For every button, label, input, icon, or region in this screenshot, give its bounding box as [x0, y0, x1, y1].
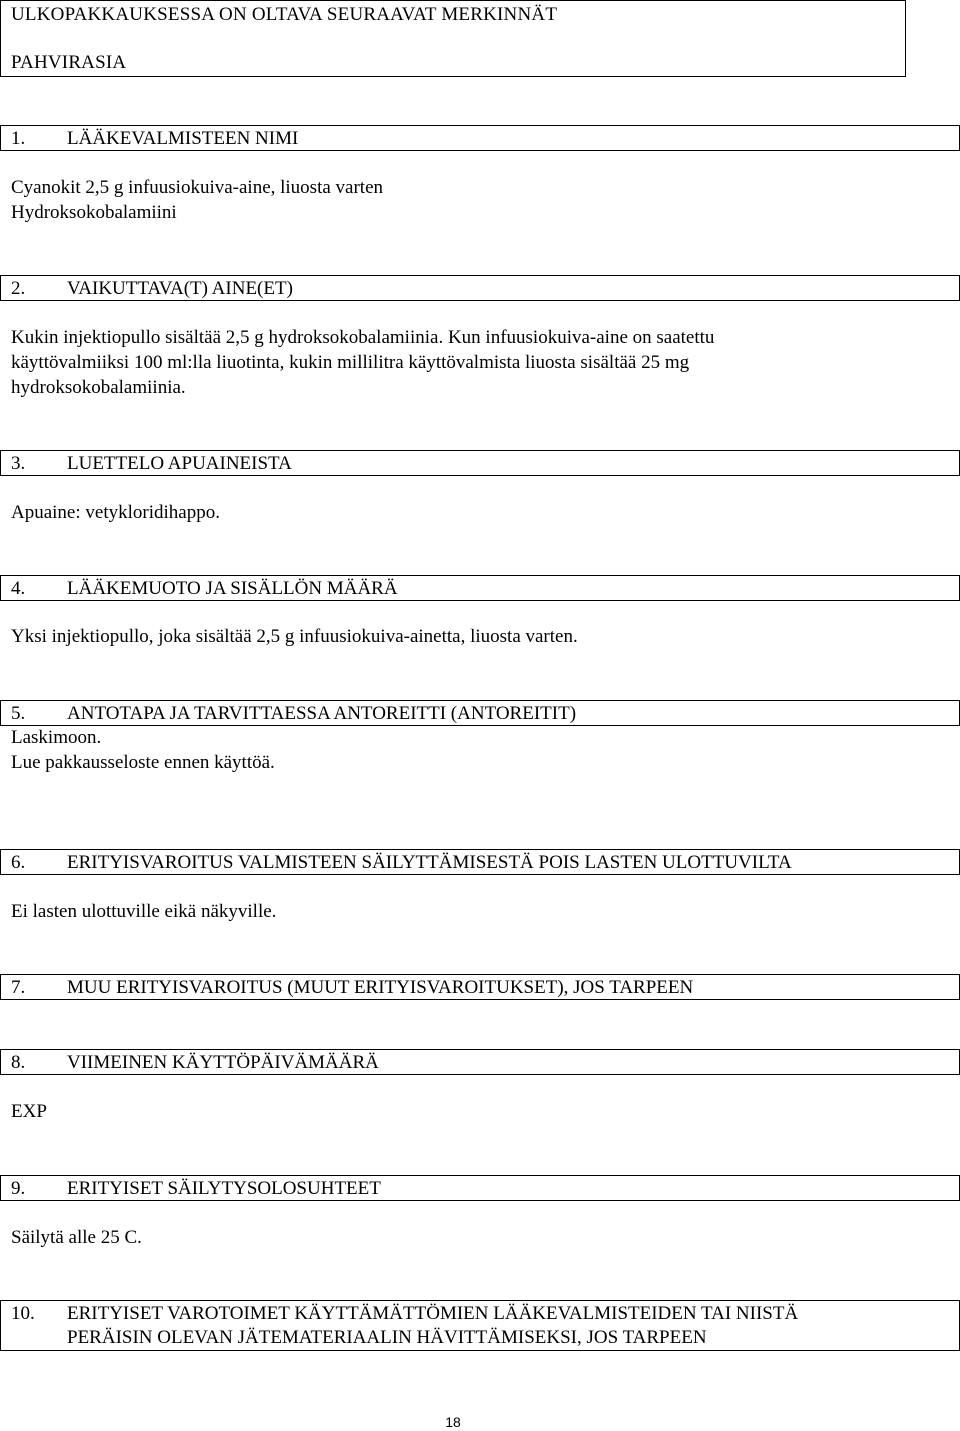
header-package-type: PAHVIRASIA	[11, 52, 127, 73]
section-1-text-line: Cyanokit 2,5 g infuusiokuiva-aine, liuosta varten	[11, 177, 384, 198]
section-3-heading	[0, 450, 960, 476]
section-number: 10.	[11, 1303, 35, 1324]
header-title: ULKOPAKKAUKSESSA ON OLTAVA SEURAAVAT MERKINNÄT	[11, 4, 558, 25]
section-title: LÄÄKEVALMISTEEN NIMI	[67, 128, 299, 149]
section-10-heading	[0, 1300, 960, 1351]
section-number: 7.	[11, 977, 26, 998]
section-title: VIIMEINEN KÄYTTÖPÄIVÄMÄÄRÄ	[67, 1052, 379, 1073]
section-6-heading	[0, 849, 960, 875]
section-title: ANTOTAPA JA TARVITTAESSA ANTOREITTI (ANTOREITIT)	[67, 703, 577, 724]
section-title: LÄÄKEMUOTO JA SISÄLLÖN MÄÄRÄ	[67, 578, 398, 599]
section-8-text-line: EXP	[11, 1101, 47, 1122]
section-2-text-line: Kukin injektiopullo sisältää 2,5 g hydroksokobalamiinia. Kun infuusiokuiva-aine on saatettu	[11, 327, 715, 348]
section-number: 2.	[11, 278, 26, 299]
section-title-line: PERÄISIN OLEVAN JÄTEMATERIAALIN HÄVITTÄMISEKSI, JOS TARPEEN	[67, 1327, 707, 1348]
outer-packaging-header-box	[0, 0, 906, 77]
section-title-line: ERITYISET VAROTOIMET KÄYTTÄMÄTTÖMIEN LÄÄKEVALMISTEIDEN TAI NIISTÄ	[67, 1303, 799, 1324]
section-1-text-line: Hydroksokobalamiini	[11, 202, 177, 223]
section-number: 8.	[11, 1052, 26, 1073]
section-number: 9.	[11, 1178, 26, 1199]
page-number: 18	[445, 1414, 461, 1430]
section-1-heading	[0, 125, 960, 151]
section-title: LUETTELO APUAINEISTA	[67, 453, 292, 474]
section-number: 3.	[11, 453, 26, 474]
section-title: VAIKUTTAVA(T) AINE(ET)	[67, 278, 293, 299]
section-7-heading	[0, 974, 960, 1000]
section-6-text-line: Ei lasten ulottuville eikä näkyville.	[11, 901, 277, 922]
section-number: 5.	[11, 703, 26, 724]
section-5-heading	[0, 700, 960, 726]
section-number: 1.	[11, 128, 26, 149]
section-number: 6.	[11, 852, 26, 873]
section-5-text-line: Lue pakkausseloste ennen käyttöä.	[11, 752, 275, 773]
section-3-text-line: Apuaine: vetykloridihappo.	[11, 502, 220, 523]
section-title: ERITYISET SÄILYTYSOLOSUHTEET	[67, 1178, 381, 1199]
section-9-heading	[0, 1175, 960, 1201]
section-8-heading	[0, 1049, 960, 1075]
section-2-heading	[0, 275, 960, 301]
section-title	[67, 1302, 798, 1350]
section-4-heading	[0, 575, 960, 601]
section-5-text-line: Laskimoon.	[11, 727, 102, 748]
section-2-text-line: käyttövalmiiksi 100 ml:lla liuotinta, kukin millilitra käyttövalmista liuosta sisältää 25 mg	[11, 352, 690, 373]
section-4-text-line: Yksi injektiopullo, joka sisältää 2,5 g infuusiokuiva-ainetta, liuosta varten.	[11, 626, 578, 647]
section-title: MUU ERITYISVAROITUS (MUUT ERITYISVAROITUKSET), JOS TARPEEN	[67, 977, 694, 998]
section-title: ERITYISVAROITUS VALMISTEEN SÄILYTTÄMISESTÄ POIS LASTEN ULOTTUVILTA	[67, 852, 792, 873]
section-9-text-line: Säilytä alle 25 C.	[11, 1227, 142, 1248]
section-number: 4.	[11, 578, 26, 599]
section-2-text-line: hydroksokobalamiinia.	[11, 377, 186, 398]
